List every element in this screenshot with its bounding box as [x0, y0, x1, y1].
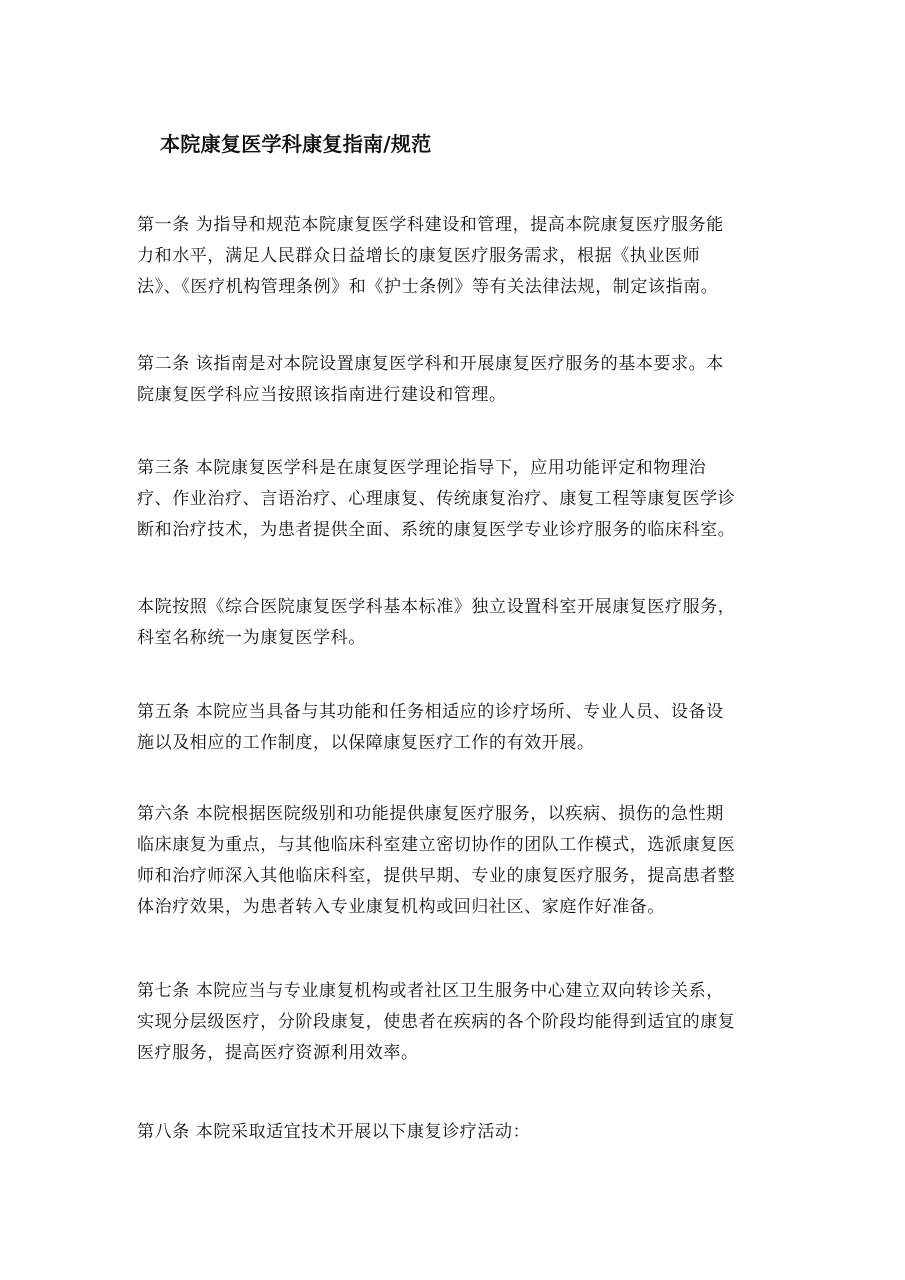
paragraph-article-7: [137, 976, 777, 1069]
paragraph-article-2: [137, 349, 777, 411]
paragraph-article-8: [137, 1117, 777, 1148]
text-line: 医疗服务，提高医疗资源利用效率。: [137, 1043, 419, 1063]
text-line: 第一条 为指导和规范本院康复医学科建设和管理，提高本院康复医疗服务能: [137, 215, 724, 235]
text-line: 院康复医学科应当按照该指南进行建设和管理。: [137, 385, 507, 405]
text-line: 施以及相应的工作制度，以保障康复医疗工作的有效开展。: [137, 733, 595, 753]
paragraph-article-3: [137, 453, 777, 546]
text-line: 师和治疗师深入其他临床科室，提供早期、专业的康复医疗服务，提高患者整: [137, 866, 736, 886]
text-line: 第二条 该指南是对本院设置康复医学科和开展康复医疗服务的基本要求。本: [137, 354, 724, 374]
text-line: 实现分层级医疗，分阶段康复，使患者在疾病的各个阶段均能得到适宜的康复: [137, 1012, 736, 1032]
paragraph-article-1: [137, 210, 777, 303]
text-line: 本院按照《综合医院康复医学科基本标准》独立设置科室开展康复医疗服务，: [137, 597, 736, 617]
text-line: 法》、《医疗机构管理条例》和《护士条例》等有关法律法规，制定该指南。: [137, 277, 719, 297]
text-line: 疗、作业治疗、言语治疗、心理康复、传统康复治疗、康复工程等康复医学诊: [137, 489, 736, 509]
paragraph-article-6: [137, 799, 777, 923]
document-title: 本院康复医学科康复指南/规范: [160, 132, 432, 156]
paragraph-article-5: [137, 697, 777, 759]
text-line: 第七条 本院应当与专业康复机构或者社区卫生服务中心建立双向转诊关系，: [137, 981, 724, 1001]
text-line: 体治疗效果，为患者转入专业康复机构或回归社区、家庭作好准备。: [137, 897, 665, 917]
text-line: 第八条 本院采取适宜技术开展以下康复诊疗活动：: [137, 1122, 531, 1142]
text-line: 断和治疗技术，为患者提供全面、系统的康复医学专业诊疗服务的临床科室。: [137, 520, 736, 540]
text-line: 第六条 本院根据医院级别和功能提供康复医疗服务，以疾病、损伤的急性期: [137, 804, 724, 824]
text-line: 第三条 本院康复医学科是在康复医学理论指导下，应用功能评定和物理治: [137, 458, 707, 478]
text-line: 科室名称统一为康复医学科。: [137, 628, 366, 648]
paragraph-article-4: [137, 592, 777, 654]
text-line: 第五条 本院应当具备与其功能和任务相适应的诊疗场所、专业人员、设备设: [137, 702, 724, 722]
text-line: 临床康复为重点，与其他临床科室建立密切协作的团队工作模式，选派康复医: [137, 835, 736, 855]
text-line: 力和水平，满足人民群众日益增长的康复医疗服务需求，根据《执业医师: [137, 246, 701, 266]
